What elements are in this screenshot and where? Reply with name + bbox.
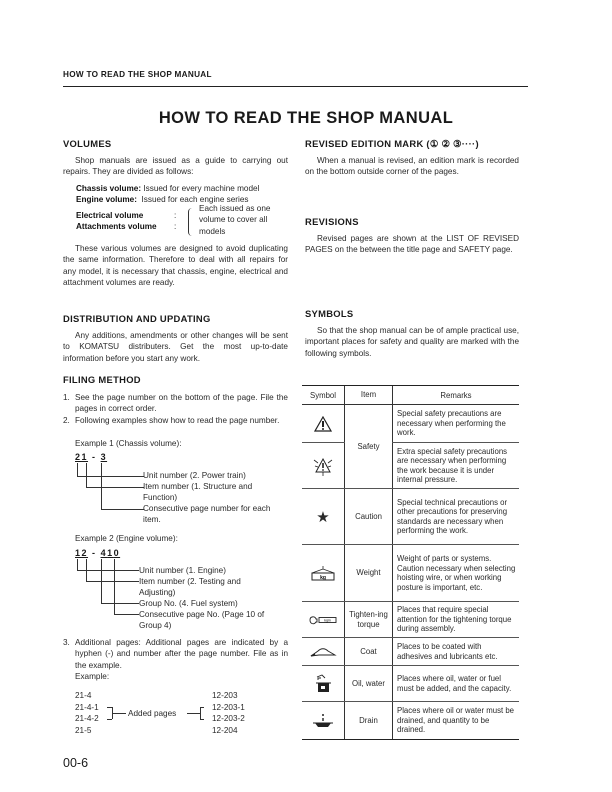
example-2-caption: Example 2 (Engine volume): bbox=[75, 534, 178, 543]
code-digit: 1 bbox=[107, 548, 114, 558]
distribution-body bbox=[63, 330, 288, 364]
coat-brush-icon bbox=[302, 638, 345, 666]
symbols-heading: SYMBOLS bbox=[305, 308, 354, 319]
svg-text:kgm: kgm bbox=[324, 618, 331, 622]
item-cell: Weight bbox=[345, 545, 393, 602]
revisions-text: Revised pages are shown at the LIST OF REVISED PAGES on the between the title page and SAFETY page. bbox=[305, 234, 519, 255]
page-code: 21-4-2 bbox=[75, 714, 99, 723]
distribution-heading: DISTRIBUTION AND UPDATING bbox=[63, 313, 211, 324]
item-cell: Tighten-ing torque bbox=[345, 602, 393, 638]
page-number: 00-6 bbox=[63, 756, 89, 770]
volume-desc: Issued for each engine series bbox=[141, 195, 249, 204]
step-number: 2. bbox=[63, 416, 70, 425]
volumes-heading: VOLUMES bbox=[63, 138, 112, 149]
example-2-code bbox=[75, 548, 120, 558]
filing-step-3: Additional pages: Additional pages are indicated by a hyphen (-) and number after the page number. File as in the example. bbox=[75, 638, 288, 670]
page-code: 21-4 bbox=[75, 691, 92, 700]
revised-edition-body bbox=[305, 155, 519, 178]
distribution-body-text: Any additions, amendments or other changes will be sent to KOMATSU distributers. Get the most up-to-date information before you start any work. bbox=[63, 331, 288, 363]
brace bbox=[188, 208, 192, 236]
weight-kg-icon bbox=[302, 545, 345, 602]
volumes-body bbox=[63, 243, 288, 288]
remarks-cell: Weight of parts or systems. Caution necessary when selecting hoisting wire, or when working posture is important, etc. bbox=[393, 545, 520, 602]
item-cell: Safety bbox=[345, 405, 393, 489]
column-header-symbol: Symbol bbox=[302, 386, 345, 405]
volume-electrical bbox=[76, 210, 143, 221]
table-row bbox=[302, 666, 519, 702]
code-digit: 0 bbox=[113, 548, 121, 558]
remarks-cell: Special technical precautions or other precautions for preserving standards are necessary when performing the work. bbox=[393, 489, 520, 545]
page-code: 12-203-1 bbox=[212, 702, 245, 712]
colon: : bbox=[174, 222, 177, 231]
added-pages-label: Added pages bbox=[128, 709, 177, 718]
header-rule bbox=[63, 86, 528, 87]
volumes-intro bbox=[63, 155, 288, 178]
page-code: 12-203 bbox=[212, 691, 238, 700]
revised-edition-text: When a manual is revised, an edition mark is recorded on the bottom outside corner of the pages. bbox=[305, 156, 519, 177]
code-digit: 2 bbox=[81, 548, 89, 558]
oil-can-icon bbox=[302, 666, 345, 702]
remarks-cell: Places where oil, water or fuel must be added, and the capacity. bbox=[393, 666, 520, 702]
page-code: 21-4-1 bbox=[75, 702, 99, 712]
filing-step-2: Following examples show how to read the page number. bbox=[75, 416, 280, 425]
volumes-intro-text: Shop manuals are issued as a guide to carrying out repairs. They are divided as follows: bbox=[63, 156, 288, 177]
example-2-label: Item number (2. Testing and Adjusting) bbox=[139, 577, 241, 597]
column-header-remarks: Remarks bbox=[393, 386, 520, 405]
item-cell: Coat bbox=[345, 638, 393, 666]
code-hyphen: - bbox=[92, 548, 97, 558]
added-pages-right bbox=[212, 690, 245, 736]
volume-attachments bbox=[76, 221, 157, 232]
item-cell: Caution bbox=[345, 489, 393, 545]
example-1-label: Consecutive page number for each item. bbox=[143, 504, 271, 524]
table-row bbox=[302, 702, 519, 740]
item-cell: Drain bbox=[345, 702, 393, 740]
filing-step-1: See the page number on the bottom of the page. File the pages in correct order. bbox=[75, 393, 288, 414]
volume-label: Engine volume: bbox=[76, 195, 137, 204]
symbols-body bbox=[305, 325, 519, 359]
item-cell: Oil, water bbox=[345, 666, 393, 702]
running-header: HOW TO READ THE SHOP MANUAL bbox=[63, 70, 212, 79]
example-1-label: Item number (1. Structure and Function) bbox=[143, 482, 253, 502]
added-pages-left bbox=[75, 690, 99, 736]
remarks-cell: Places where oil or water must be drained, and quantity to be drained. bbox=[393, 702, 520, 740]
table-row bbox=[302, 443, 519, 489]
volume-label: Electrical volume bbox=[76, 211, 144, 220]
example-2-label: Consecutive page No. (Page 10 of Group 4) bbox=[139, 610, 265, 630]
torque-wrench-icon bbox=[302, 602, 345, 638]
example-1-label: Unit number (2. Power train) bbox=[143, 471, 246, 480]
remarks-cell: Special safety precautions are necessary when performing the work. bbox=[393, 405, 520, 443]
page-title: HOW TO READ THE SHOP MANUAL bbox=[158, 109, 454, 127]
symbols-text: So that the shop manual can be of ample practical use, important places for safety and quality are marked with the following symbols. bbox=[305, 326, 519, 358]
table-header-row bbox=[302, 386, 519, 405]
revised-edition-heading: REVISED EDITION MARK (① ② ③····) bbox=[305, 138, 479, 149]
code-hyphen: - bbox=[92, 452, 97, 462]
table-row bbox=[302, 638, 519, 666]
grouped-desc: Each issued as one volume to cover all models bbox=[199, 204, 271, 236]
table-row bbox=[302, 545, 519, 602]
volume-chassis bbox=[76, 183, 259, 194]
pressure-warning-icon bbox=[302, 443, 345, 489]
code-digit: 3 bbox=[100, 452, 108, 462]
example-3-caption: Example: bbox=[75, 672, 110, 681]
table-row bbox=[302, 602, 519, 638]
volume-desc: Issued for every machine model bbox=[143, 184, 260, 193]
code-digit: 4 bbox=[100, 548, 108, 558]
remarks-cell: Extra special safety precautions are necessary when performing the work because it is under internal pressure. bbox=[393, 443, 520, 489]
example-2-label: Group No. (4. Fuel system) bbox=[139, 599, 238, 608]
symbols-table bbox=[302, 385, 519, 740]
step-number: 1. bbox=[63, 393, 70, 402]
page-code: 12-203-2 bbox=[212, 714, 245, 723]
volumes-body-text: These various volumes are designed to avoid duplicating the same information. Therefore to deal with all repairs for any model, it is necessary that chassis, engine, electrical and attachment volumes are ready. bbox=[63, 244, 288, 287]
remarks-cell: Places to be coated with adhesives and lubricants etc. bbox=[393, 638, 520, 666]
volume-label: Chassis volume: bbox=[76, 184, 142, 193]
page-code: 12-204 bbox=[212, 725, 238, 735]
code-digit: 1 bbox=[81, 452, 89, 462]
table-row bbox=[302, 405, 519, 443]
drain-icon bbox=[302, 702, 345, 740]
example-2-label: Unit number (1. Engine) bbox=[139, 566, 226, 575]
step-number: 3. bbox=[63, 638, 70, 647]
example-1-caption: Example 1 (Chassis volume): bbox=[75, 439, 182, 448]
filing-heading: FILING METHOD bbox=[63, 374, 141, 385]
revisions-heading: REVISIONS bbox=[305, 216, 359, 227]
revisions-body bbox=[305, 233, 519, 256]
column-header-item: Item bbox=[345, 386, 393, 405]
table-row bbox=[302, 489, 519, 545]
example-1-code bbox=[75, 452, 107, 462]
remarks-cell: Places that require special attention for the tightening torque during assembly. bbox=[393, 602, 520, 638]
volume-label: Attachments volume bbox=[76, 222, 157, 231]
warning-triangle-icon bbox=[302, 405, 345, 443]
star-icon: ★ bbox=[302, 489, 345, 545]
svg-text:kg: kg bbox=[320, 575, 326, 581]
colon: : bbox=[174, 211, 177, 220]
page-code: 21-5 bbox=[75, 725, 92, 735]
code-digit: 2 bbox=[75, 452, 82, 462]
code-digit: 1 bbox=[75, 548, 82, 558]
